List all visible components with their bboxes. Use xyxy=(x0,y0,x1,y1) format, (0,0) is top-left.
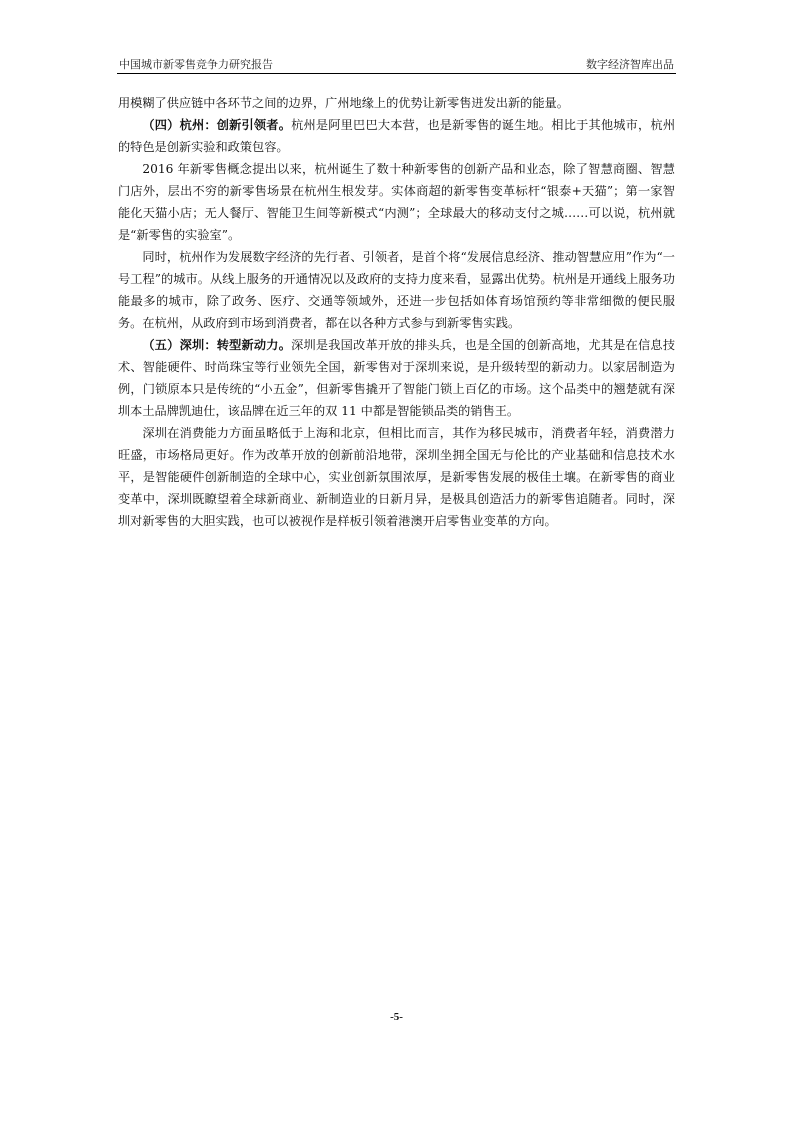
paragraph-shenzhen-consumption: 深圳在消费能力方面虽略低于上海和北京，但相比而言，其作为移民城市，消费者年轻，消费潜力旺盛，市场格局更好。作为改革开放的创新前沿地带，深圳坐拥全国无与伦比的产业基础和信息技术水平，是智能硬件创新制造的全球中心，实业创新氛围浓厚，是新零售发展的极佳土壤。在新零售的商业变革中，深圳既瞭望着全球新商业、新制造业的日新月异，是极具创造活力的新零售追随者。同时，深圳对新零售的大胆实践，也可以被视作是样板引领着港澳开启零售业变革的方向。 xyxy=(118,426,675,528)
paragraph-guangzhou-end: 用模糊了供应链中各环节之间的边界，广州地缘上的优势让新零售迸发出新的能量。 xyxy=(118,96,569,110)
paragraph-hangzhou-digital: 同时，杭州作为发展数字经济的先行者、引领者，是首个将“发展信息经济、推动智慧应用”作为“一号工程”的城市。从线上服务的开通情况以及政府的支持力度来看，显露出优势。杭州是开通线上服务功能最多的城市，除了政务、医疗、交通等领域外，还进一步包括如体育场馆预约等非常细微的便民服务。在杭州，从政府到市场到消费者，都在以各种方式参与到新零售实践。 xyxy=(118,250,675,330)
page-body xyxy=(118,92,675,532)
paragraph-text: 深圳是我国改革开放的排头兵，也是全国的创新高地，尤其是在信息技术、智能硬件、时尚珠宝等行业领先全国，新零售对于深圳来说，是升级转型的新动力。以家居制造为例，门锁原本只是传统的“小五金”，但新零售撬开了智能门锁上百亿的市场。这个品类中的翘楚就有深圳本土品牌凯迪仕，该品牌在近三年的双 11 中都是智能锁品类的销售王。 xyxy=(118,338,676,418)
paragraph-hangzhou-intro xyxy=(118,114,675,158)
paragraph-shenzhen-intro xyxy=(118,334,675,422)
header-publisher: 数字经济智库出品 xyxy=(586,58,674,71)
page-header xyxy=(117,56,676,72)
page-number: -5- xyxy=(390,1011,403,1023)
header-divider xyxy=(117,73,676,74)
header-report-title: 中国城市新零售竞争力研究报告 xyxy=(119,58,273,71)
section-heading-hangzhou: （四）杭州：创新引领者。 xyxy=(142,118,292,132)
section-heading-shenzhen: （五）深圳：转型新动力。 xyxy=(142,338,292,352)
paragraph-hangzhou-2016: 2016 年新零售概念提出以来，杭州诞生了数十种新零售的创新产品和业态，除了智慧商圈、智慧门店外，层出不穷的新零售场景在杭州生根发芽。实体商超的新零售变革标杆“银泰+天猫”；第一家智能化天猫小店；无人餐厅、智能卫生间等新模式“内测”；全球最大的移动支付之城……可以说，杭州就是“新零售的实验室”。 xyxy=(118,162,675,242)
paragraph-text: 杭州是阿里巴巴大本营，也是新零售的诞生地。相比于其他城市，杭州的特色是创新实验和政策包容。 xyxy=(118,118,676,154)
